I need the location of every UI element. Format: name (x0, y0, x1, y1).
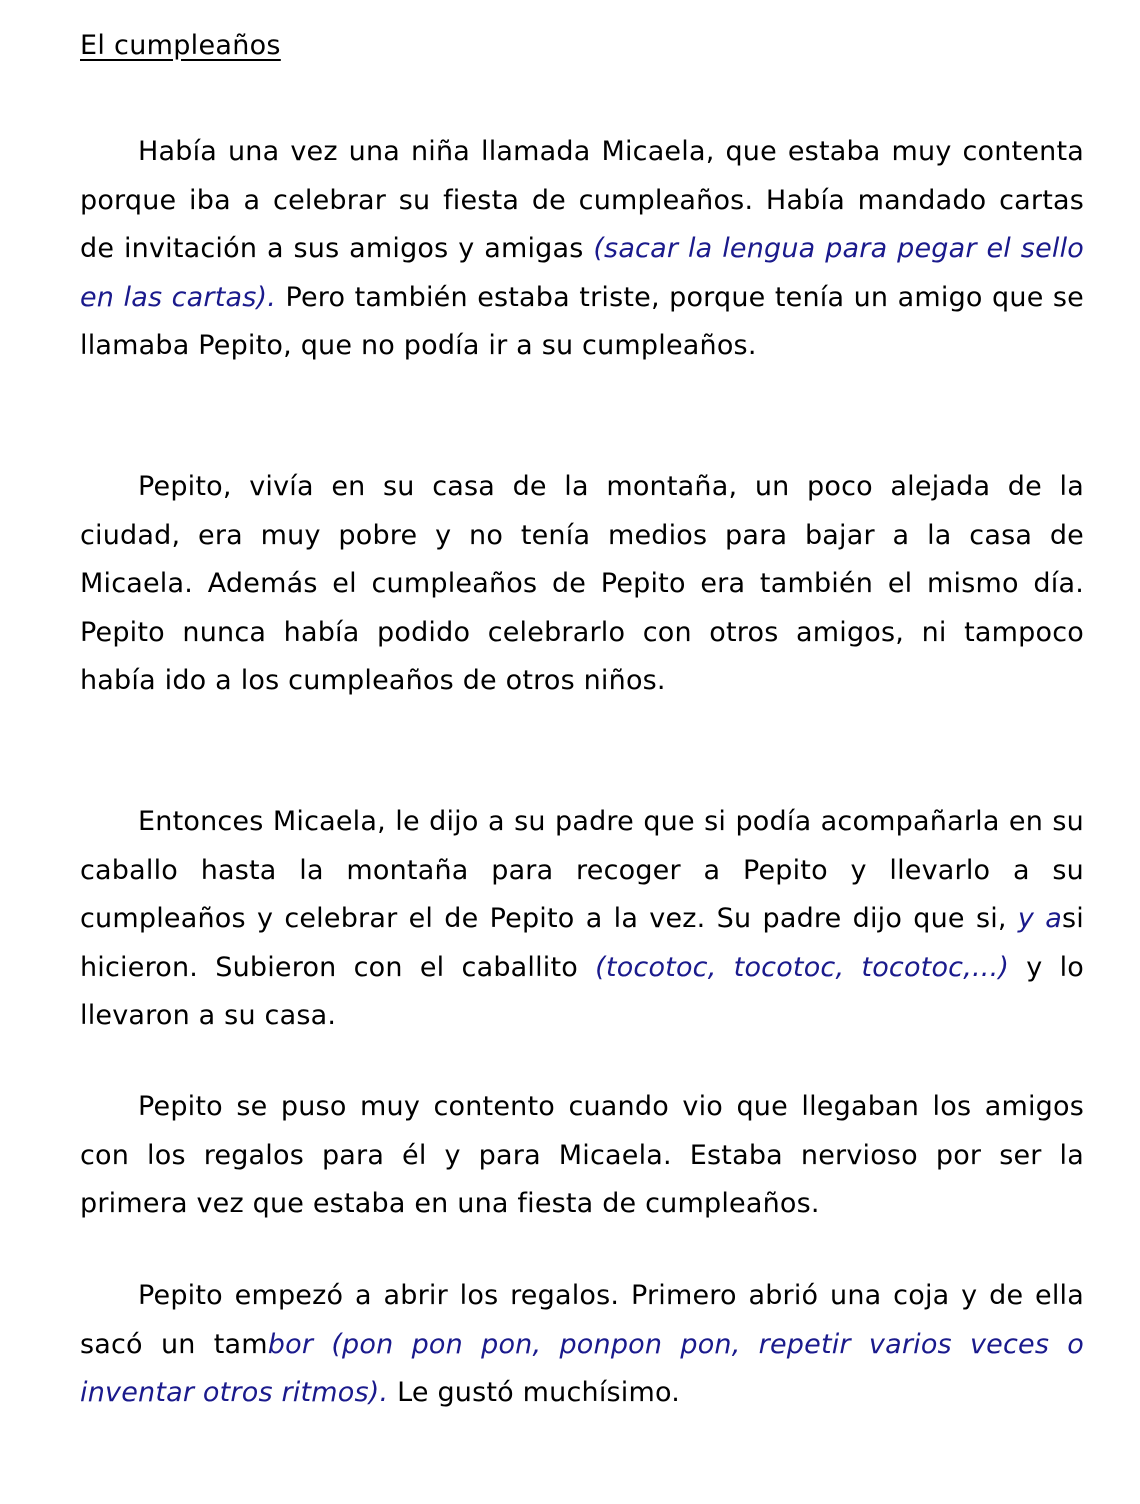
paragraph-4 (80, 1083, 1084, 1229)
paragraph-text (313, 1329, 331, 1360)
paragraph-text: Pero también estaba triste, porque tenía un amigo que se llamaba Pepito, que no podía ir a su cumpleaños. (80, 281, 1084, 361)
paragraph-1 (80, 128, 1084, 371)
paragraph-text: Pepito empezó a abrir los regalos. Primero abrió una coja y de ella sacó un tam (80, 1280, 1084, 1360)
stage-direction: (sacar la lengua para pegar el sello en las cartas). (80, 233, 1084, 313)
paragraph-2 (80, 463, 1084, 706)
paragraph-3 (80, 798, 1084, 1041)
stylized-text: bor (267, 1328, 314, 1360)
document-title: El cumpleaños (80, 30, 281, 61)
paragraph-text: Había una vez una niña llamada Micaela, que estaba muy contenta porque iba a celebrar su fiesta de cumpleaños. Había mandado cartas de invitación a sus amigos y amigas (80, 136, 1084, 264)
paragraph-text: y lo llevaron a su casa. (80, 951, 1084, 1031)
paragraph-text: Pepito, vivía en su casa de la montaña, un poco alejada de la ciudad, era muy pobre y no tenía medios para bajar a la casa de Micaela. Además el cumpleaños de Pepito era también el mismo día. Pepito nunca había podido celebrarlo con otros amigos, ni tampoco había ido a los cumpleaños de otros niños. (80, 471, 1084, 696)
stage-direction: (tocotoc, tocotoc, tocotoc,...) (595, 951, 1010, 983)
stage-direction: (pon pon pon, ponpon pon, repetir varios veces o inventar otros ritmos). (80, 1328, 1084, 1408)
paragraph-text: Entonces Micaela, le dijo a su padre que si podía acompañarla en su caballo hasta la montaña para recoger a Pepito y llevarlo a su cumpleaños y celebrar el de Pepito a la vez. Su padre dijo que si, (80, 806, 1084, 934)
stylized-text: y a (1017, 903, 1063, 934)
paragraph-text: Pepito se puso muy contento cuando vio que llegaban los amigos con los regalos para él y para Micaela. Estaba nervioso por ser la primera vez que estaba en una fiesta de cumpleaños. (80, 1091, 1084, 1219)
paragraph-text: Le gustó muchísimo. (388, 1377, 681, 1408)
paragraph-5 (80, 1272, 1084, 1418)
paragraph-text: si hicieron. Subieron con el caballito (80, 903, 1084, 983)
